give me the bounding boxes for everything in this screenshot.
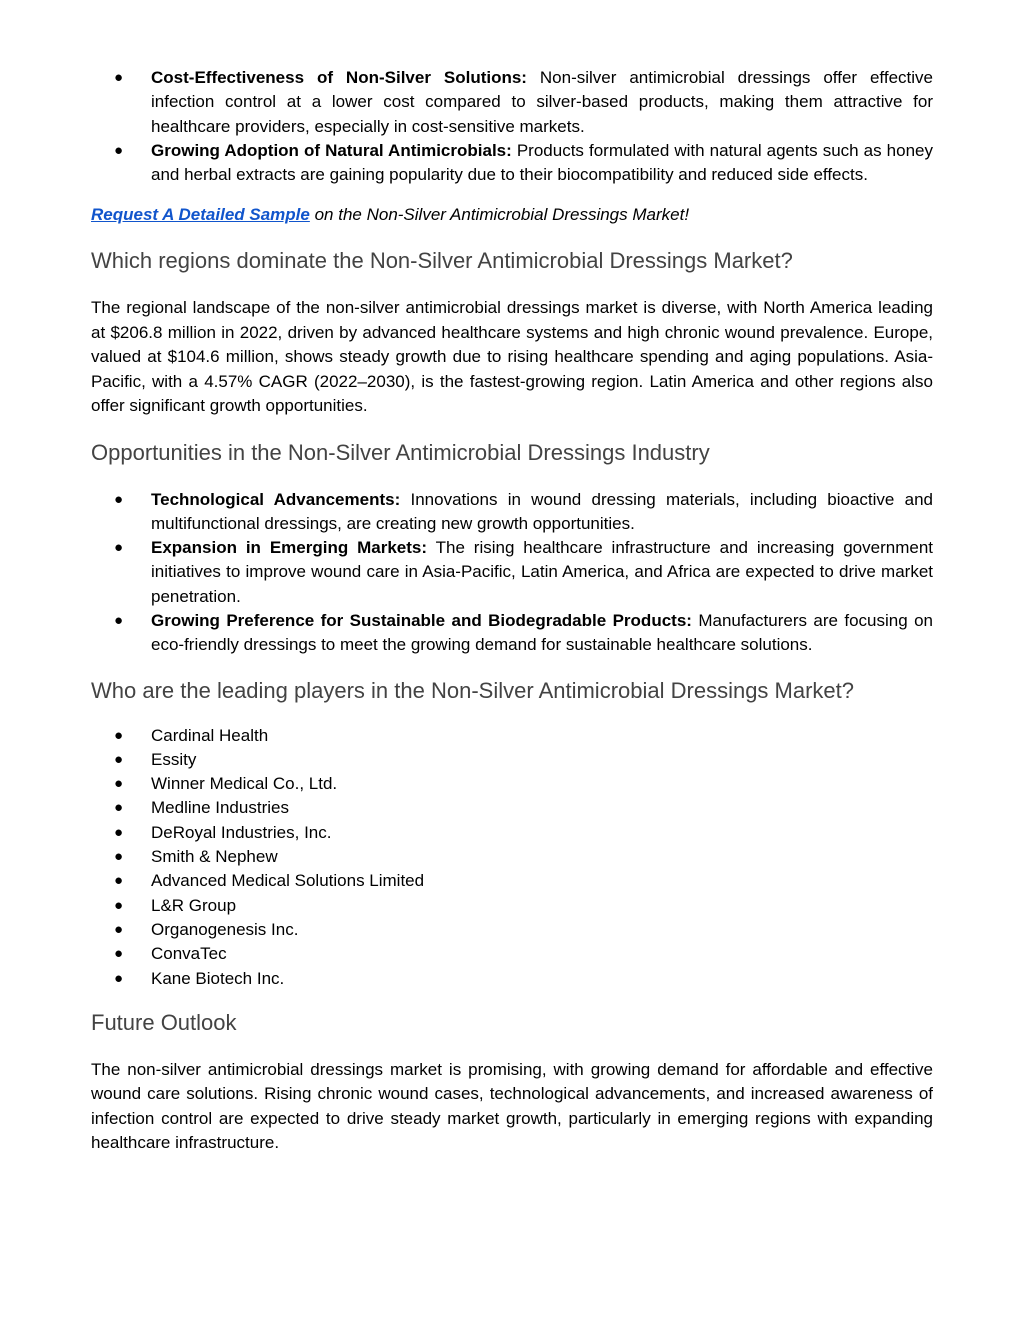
list-item [91,748,933,772]
bullet-icon: ● [114,896,124,914]
bullet-icon: ● [114,750,124,768]
list-item [91,66,933,139]
list-item [91,796,933,820]
bullet-icon: ● [114,799,124,817]
item-label: Growing Preference for Sustainable and Biodegradable Products: [151,611,692,630]
list-item [91,869,933,893]
bullet-icon: ● [114,775,124,793]
player-name: L&R Group [151,895,237,915]
regions-paragraph: The regional landscape of the non-silver antimicrobial dressings market is diverse, with North America leading at $206.8 million in 2022, driven by advanced healthcare systems and high chronic wound prevalence. Europe, valued at $104.6 million, shows steady growth due to rising healthcare spending and aging populations. Asia-Pacific, with a 4.57% CAGR (2022–2030), is the fastest-growing region. Latin America and other regions also offer significant growth opportunities. [91,298,933,416]
opportunities-list [91,488,933,658]
list-item [91,536,933,609]
player-name: Kane Biotech Inc. [151,968,285,988]
bullet-icon: ● [114,848,124,866]
list-item [91,609,933,658]
list-item [91,821,933,845]
item-label: Technological Advancements: [151,489,401,509]
list-item [91,942,933,966]
item-label: Cost-Effectiveness of Non-Silver Solutions: [151,68,527,87]
bullet-icon: ● [114,612,124,629]
bullet-icon: ● [114,945,124,963]
top-bullet-list [91,66,933,187]
player-name: Advanced Medical Solutions Limited [151,871,425,891]
item-label: Growing Adoption of Natural Antimicrobials: [151,140,512,160]
item-text: Manufacturers are focusing on eco-friendly dressings to meet the growing demand for sustainable healthcare solutions. [151,611,933,655]
opportunities-heading: Opportunities in the Non-Silver Antimicrobial Dressings Industry [91,439,710,465]
player-name: Winner Medical Co., Ltd. [151,774,338,794]
bullet-icon: ● [114,490,124,508]
regions-heading: Which regions dominate the Non-Silver Antimicrobial Dressings Market? [91,248,793,274]
list-item [91,139,933,188]
item-text: The rising healthcare infrastructure and increasing government initiatives to improve wound care in Asia-Pacific, Latin America, and Africa are expected to drive market penetration. [151,538,934,606]
bullet-icon: ● [114,726,124,744]
list-item [91,845,933,869]
cta-text: on the Non-Silver Antimicrobial Dressings Market! [314,205,690,225]
list-item [91,772,933,796]
player-name: Cardinal Health [151,725,269,745]
bullet-icon: ● [114,872,124,890]
outlook-paragraph: The non-silver antimicrobial dressings market is promising, with growing demand for affordable and effective wound care solutions. Rising chronic wound cases, technological advancements, and increased awareness of infection control are expected to drive steady market growth, particularly in emerging regions with expanding healthcare infrastructure. [91,1059,933,1153]
request-sample-link[interactable]: Request A Detailed Sample [91,205,310,225]
item-text: Products formulated with natural agents such as honey and herbal extracts are gaining popularity due to their biocompatibility and reduced side effects. [151,140,933,185]
bullet-icon: ● [114,141,124,159]
list-item [91,724,933,748]
bullet-icon: ● [114,69,124,86]
list-item [91,488,933,537]
list-item [91,967,933,991]
bullet-icon: ● [114,920,124,938]
outlook-heading: Future Outlook [91,1009,237,1035]
item-label: Expansion in Emerging Markets: [151,538,428,558]
player-name: ConvaTec [151,944,227,964]
item-text: Innovations in wound dressing materials, including bioactive and multifunctional dressings, are creating new growth opportunities. [151,489,933,533]
players-heading: Who are the leading players in the Non-Silver Antimicrobial Dressings Market? [91,677,855,703]
player-name: Smith & Nephew [151,847,278,867]
player-name: Organogenesis Inc. [151,919,299,939]
player-name: Essity [151,749,197,769]
bullet-icon: ● [114,969,124,987]
item-text: Non-silver antimicrobial dressings offer effective infection control at a lower cost compared to silver-based products, making them attractive for healthcare providers, especially in cost-sensitive markets. [151,68,933,136]
bullet-icon: ● [114,823,124,841]
sample-request-line [91,203,933,227]
players-list [91,724,933,991]
bullet-icon: ● [114,539,124,557]
list-item [91,918,933,942]
player-name: DeRoyal Industries, Inc. [151,822,332,842]
player-name: Medline Industries [151,798,289,818]
document-page [91,66,933,1155]
list-item [91,894,933,918]
